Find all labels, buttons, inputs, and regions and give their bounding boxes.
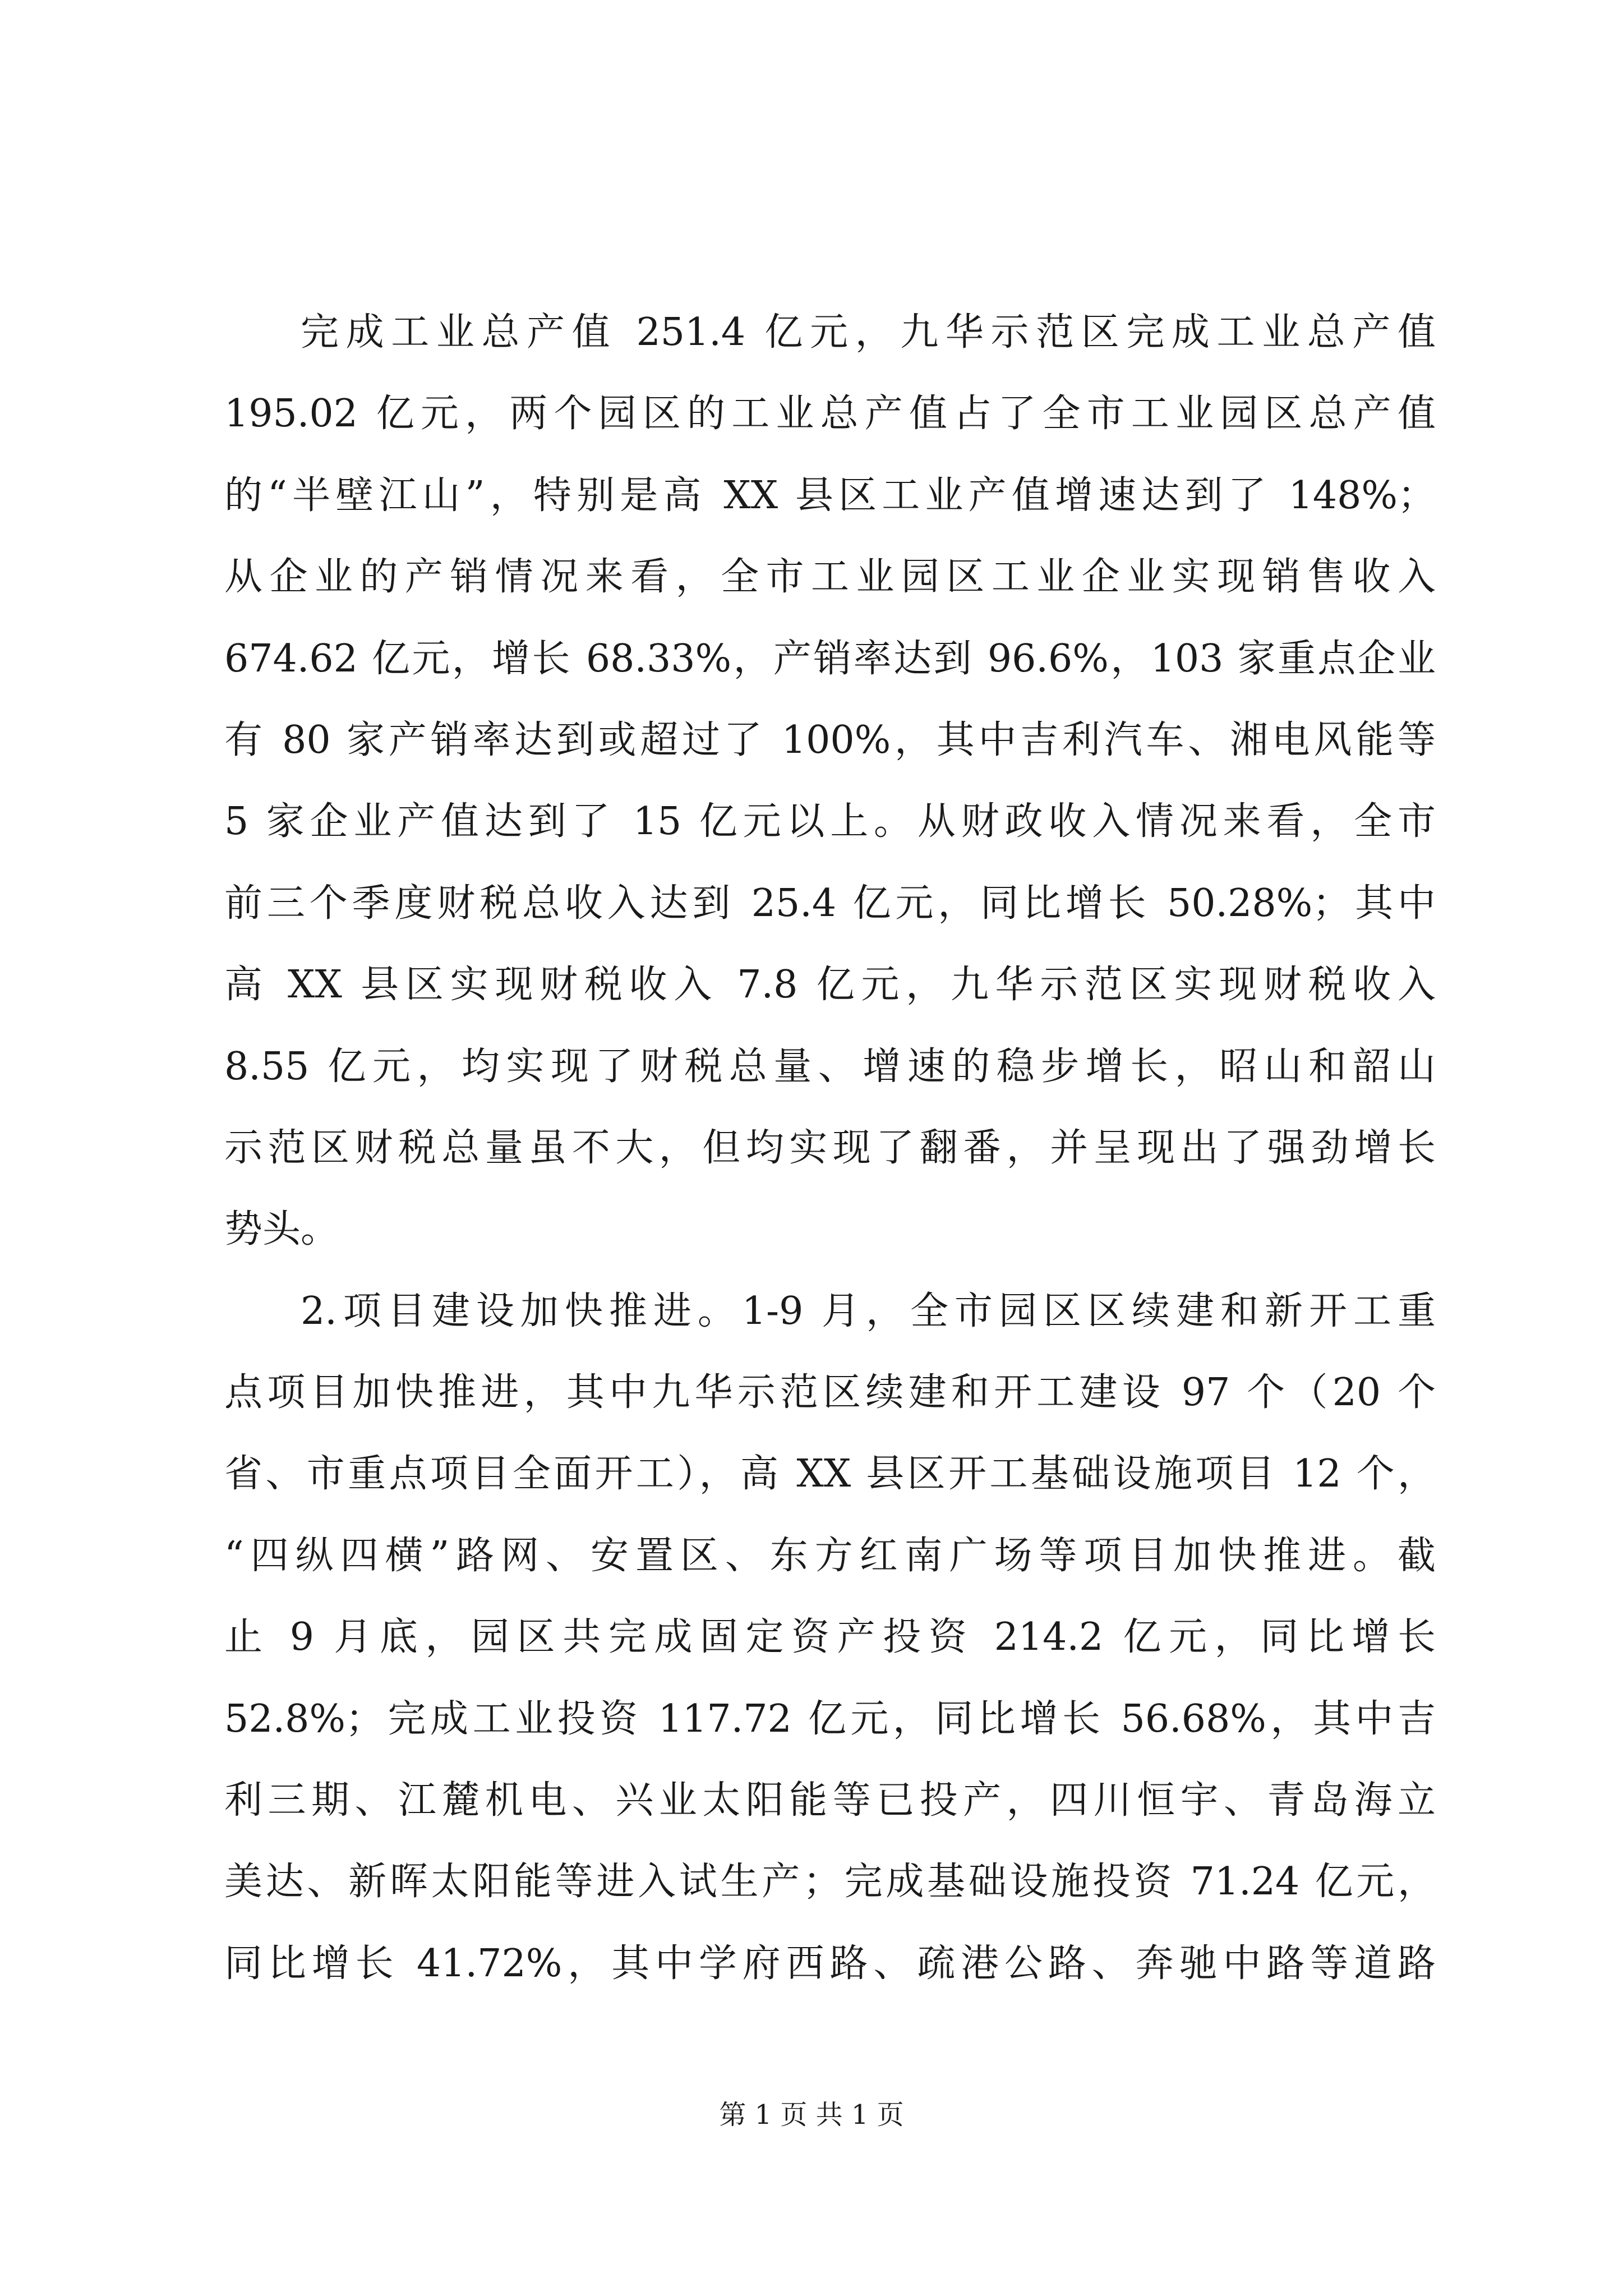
text-line: 点项目加快推进，其中九华示范区续建和开工建设 97 个（20 个: [224, 1370, 1436, 1415]
body-text: [224, 292, 1436, 2004]
text-line: 8.55 亿元，均实现了财税总量、增速的稳步增长，昭山和韶山: [224, 1044, 1436, 1089]
text-line: 势头。: [224, 1207, 339, 1252]
text-line: 5 家企业产值达到了 15 亿元以上。从财政收入情况来看，全市: [224, 799, 1436, 844]
text-line: 195.02 亿元，两个园区的工业总产值占了全市工业园区总产值: [224, 392, 1436, 436]
text-line: 674.62 亿元，增长 68.33%，产销率达到 96.6%，103 家重点企业: [224, 636, 1436, 681]
text-line: 前三个季度财税总收入达到 25.4 亿元，同比增长 50.28%；其中: [224, 881, 1436, 926]
text-line: 高 XX 县区实现财税收入 7.8 亿元，九华示范区实现财税收入: [224, 963, 1436, 1007]
text-line: 2.项目建设加快推进。1-9 月，全市园区区续建和新开工重: [301, 1289, 1436, 1333]
text-line: 有 80 家产销率达到或超过了 100%，其中吉利汽车、湘电风能等: [224, 717, 1436, 762]
text-line: 省、市重点项目全面开工），高 XX 县区开工基础设施项目 12 个，: [224, 1452, 1436, 1497]
text-line: 同比增长 41.72%，其中学府西路、疏港公路、奔驰中路等道路: [224, 1941, 1436, 1986]
text-line: 美达、新晖太阳能等进入试生产；完成基础设施投资 71.24 亿元，: [224, 1860, 1436, 1904]
text-line: 从企业的产销情况来看，全市工业园区工业企业实现销售收入: [224, 555, 1436, 600]
text-line: 完成工业总产值 251.4 亿元，九华示范区完成工业总产值: [301, 310, 1436, 355]
text-line: 52.8%；完成工业投资 117.72 亿元，同比增长 56.68%，其中吉: [224, 1696, 1436, 1741]
text-line: 利三期、江麓机电、兴业太阳能等已投产，四川恒宇、青岛海立: [224, 1778, 1436, 1823]
text-line: 止 9 月底，园区共完成固定资产投资 214.2 亿元，同比增长: [224, 1615, 1436, 1660]
text-line: “四纵四横”路网、安置区、东方红南广场等项目加快推进。截: [224, 1533, 1436, 1578]
text-line: 的“半壁江山”，特别是高 XX 县区工业产值增速达到了 148%；: [224, 473, 1436, 518]
text-line: 示范区财税总量虽不大，但均实现了翻番，并呈现出了强劲增长: [224, 1125, 1436, 1170]
page-footer: 第 1 页 共 1 页: [719, 2099, 904, 2131]
